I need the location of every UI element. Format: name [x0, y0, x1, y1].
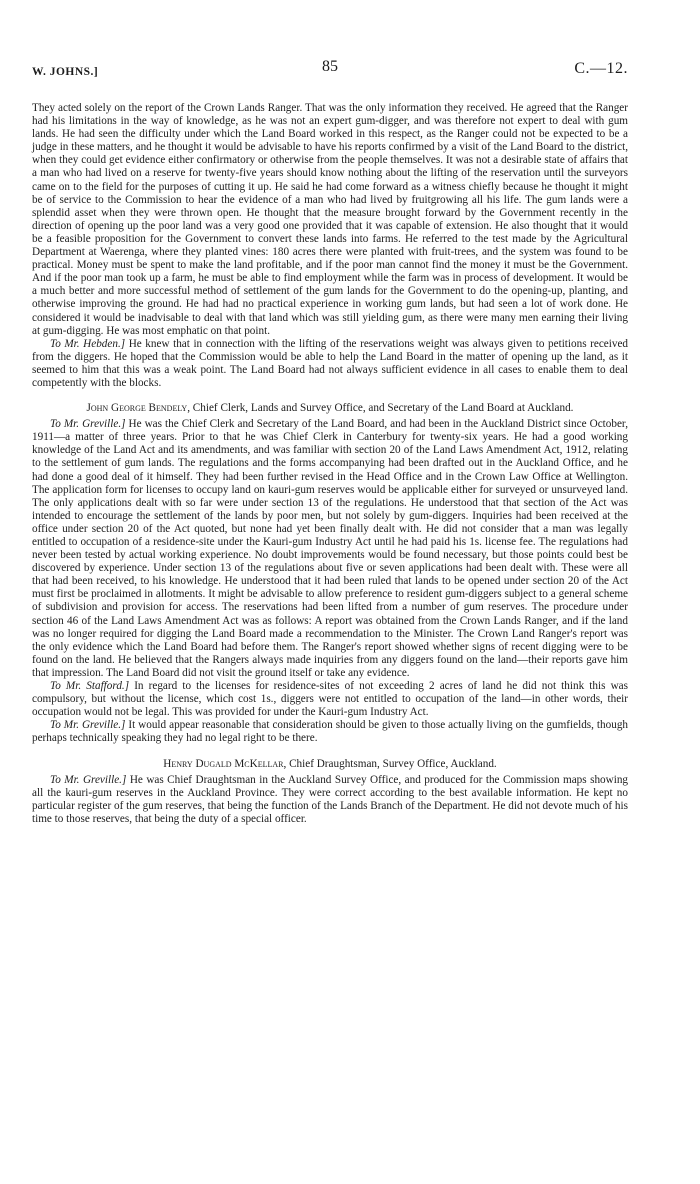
document-body: [32, 102, 628, 826]
paragraph-text: He was the Chief Clerk and Secretary of the Land Board, and had been in the Auckland District since October, 1911—a matter of three years. Prior to that he was Chief Clerk in Canterbury for twenty-six years. He had a good working knowledge of the Land Act and its amendments, and was familiar with section 20 of the Land Laws Amendment Act, 1912, relating to the settlement of gum lands. The regulations and the forms accompanying had been drafted out in the Auckland Office, and he had done a good deal of it himself. They had been further revised in the Head Office and in the Crown Law Office at Wellington. The application form for licenses to occupy land on kauri-gum reserves would be applicable either for surveyed or unsurveyed land. The only applications dealt with so far were under section 13 of the regulations. He understood that that section of the Act was intended to encourage the settlement of the lands by poor men, but not solely by gum-diggers. Inquiries had been received at the office under section 20 of the Act quoted, but none had yet been finally dealt with. He did not consider that a man was legally entitled to occupation of a residence-site under the Kauri-gum Industry Act until he had paid his 1s. license fee. The regulations had never been tested by actual working experience. No doubt improvements would be found necessary, but those points could best be discovered by experience. Under section 13 of the regulations about five or seven applications had been dealt with. These were all that had been received, to his knowledge. He understood that it had been ruled that lands to be opened under section 20 of the Act must first be proclaimed in allotments. It might be advisable to allow preference to resident gum-diggers subject to a general scheme of subdivision and provision for access. The reservations had been lifted from a number of gum reserves. The procedure under section 46 of the Land Laws Amendment Act was as follows: A report was obtained from the Crown Lands Ranger, and if the land was no longer required for digging the Land Board made a recommendation to the Minister. The Crown Land Ranger's report was the only evidence which the Land Board had before them. The Ranger's report showed whether signs of recent digging were to be found on the land. He believed that the Rangers always made inquiries from any diggers found on the land—their reports gave him that impression. The Land Board did not visit the ground itself or take any evidence.: [32, 418, 628, 679]
paragraph: [32, 418, 628, 680]
page-header: [32, 58, 628, 84]
examiner-label: To Mr. Greville.]: [50, 418, 126, 431]
examiner-label: To Mr. Stafford.]: [50, 680, 130, 693]
paragraph: [32, 102, 628, 338]
examiner-label: To Mr. Greville.]: [50, 719, 126, 732]
witness-title: Chief Draughtsman, Survey Office, Auckland.: [289, 757, 497, 770]
witness-name: Henry Dugald McKellar,: [163, 757, 287, 770]
page-number: 85: [322, 58, 338, 75]
paragraph: [32, 719, 628, 745]
header-witness-name: W. JOHNS.]: [32, 66, 99, 78]
witness-name: John George Bendely,: [86, 402, 190, 415]
document-reference: C.—12.: [574, 60, 628, 77]
paragraph-text: He was Chief Draughtsman in the Auckland Survey Office, and produced for the Commission maps showing all the kauri-gum reserves in the Auckland Province. They were correct according to the best available information. He kept no particular register of the gum reserves, that being the function of the Lands Branch of the Department. He did not devote much of his time to those reserves, that being the duty of a special officer.: [32, 773, 629, 825]
paragraph-text: In regard to the licenses for residence-sites of not exceeding 2 acres of land he did not think this was compulsory, but without the license, which cost 1s., diggers were not entitled to occupation of the land—in other words, their occupation would not be legal. This was provided for under the Kauri-gum Industry Act.: [32, 680, 628, 719]
witness-title: Chief Clerk, Lands and Survey Office, and Secretary of the Land Board at Auckland.: [192, 402, 574, 415]
document-page: [32, 58, 628, 826]
paragraph-text: They acted solely on the report of the Crown Lands Ranger. That was the only information they received. He agreed that the Ranger had his limitations in the way of knowledge, as he was not an expert gum-digger, and was therefore not expert to deal with gum lands. He had seen the difficulty under which the Land Board worked in this respect, as the Ranger could not be expected to be a judge in these matters, and he thought it would be advisable to have his reports confirmed by a visit of the Land Board to the district, when they could get evidence either confirmatory or otherwise from the people themselves. It was not a desirable state of affairs that a man who had lived on a reserve for twenty-five years should know nothing about the lifting of the reservation until the surveyors came on to the field for the purposes of cutting it up. He said he had come forward as a witness chiefly because he thought it might be of service to the Commission to hear the evidence of a man who had lived by fruitgrowing all his life. The gum lands were a splendid asset when they were thrown open. He thought that the measure brought forward by the Government recently in the direction of opening up the poor land was a very good one provided that it was capable of extension. He also thought that it would be a feasible proposition for the Government to convert these lands into farms. He referred to the test made by the Agricultural Department at Waerenga, where they planted vines: 180 acres there were planted with fruit-trees, and the system was found to be practical. Money must be spent to make the land profitable, and if the poor man cannot find the money it must be the Government. And if the poor man took up a farm, he must be able to find employment while the farm was in process of development. It would be a much better and more successful method of settlement of the gum lands for the Government to do the opening-up, planting, and otherwise improving the ground. He had had no practical experience in working gum lands, but had seen a lot of work done. He considered it would be inadvisable to deal with that land which was still yielding gum, as there were many men earning their living at gum-digging. He was most emphatic on that point.: [32, 102, 628, 337]
paragraph-text: He knew that in connection with the lifting of the reservations weight was always given to petitions received from the diggers. He hoped that the Commission would be able to help the Land Board in the matter of opening up the land, as it seemed to him that this was a weak point. The Land Board had not always sufficient evidence in all cases to enable them to deal competently with the blocks.: [32, 337, 629, 389]
examiner-label: To Mr. Hebden.]: [50, 337, 126, 350]
paragraph: [32, 338, 628, 390]
examiner-label: To Mr. Greville.]: [50, 773, 127, 786]
paragraph: [32, 774, 628, 826]
paragraph: [32, 680, 628, 719]
witness-heading: [32, 402, 628, 415]
paragraph-text: It would appear reasonable that consideration should be given to those actually living on the gumfields, though perhaps technically speaking they had no legal right to be there.: [32, 719, 629, 745]
witness-heading: [32, 758, 628, 771]
